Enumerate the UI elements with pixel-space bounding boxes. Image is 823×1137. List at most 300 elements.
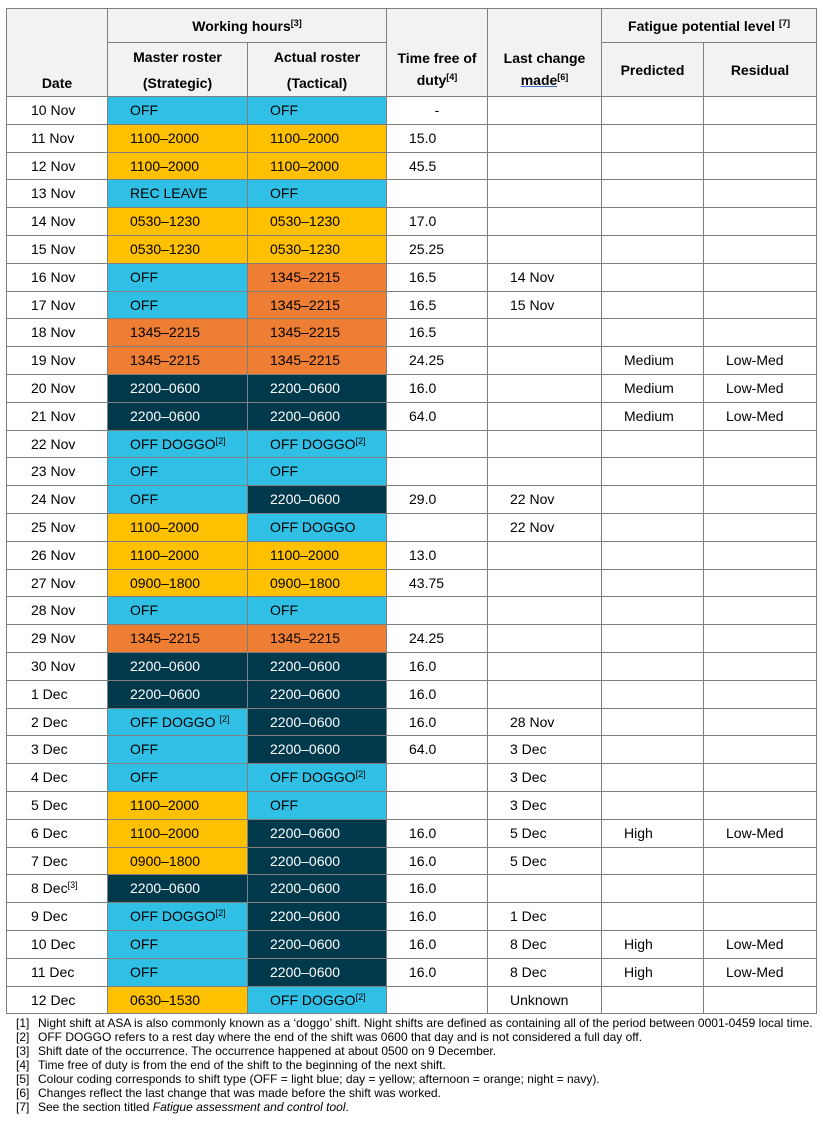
date-cell-text: 4 Dec [31, 769, 68, 786]
date-cell [7, 569, 108, 597]
actual-roster-cell [248, 486, 387, 514]
actual-roster-cell-text: 2200–0600 [270, 824, 341, 841]
table-row [7, 124, 817, 152]
date-cell-text: 25 Nov [31, 518, 76, 535]
actual-roster-cell-text: 1345–2215 [270, 352, 341, 369]
time-free-cell [387, 736, 488, 764]
last-change-cell [488, 819, 602, 847]
time-free-cell-text: 16.0 [409, 713, 437, 730]
last-change-cell [488, 263, 602, 291]
footnote-text: Shift date of the occurrence. The occurrence happened at about 0500 on 9 December. [38, 1044, 497, 1058]
date-cell [7, 930, 108, 958]
footnote-text: Changes reflect the last change that was made before the shift was worked. [38, 1086, 441, 1100]
last-change-cell [488, 652, 602, 680]
date-cell-text: 29 Nov [31, 630, 76, 647]
date-cell [7, 486, 108, 514]
last-change-cell [488, 124, 602, 152]
master-roster-cell [108, 486, 248, 514]
master-roster-cell [108, 152, 248, 180]
header-fatigue-label: Fatigue potential level [628, 17, 779, 34]
date-cell [7, 708, 108, 736]
last-change-cell-text: 8 Dec [510, 963, 547, 980]
time-free-cell-text: 16.0 [409, 379, 437, 396]
residual-cell-text: Low-Med [726, 407, 784, 424]
time-free-cell-text: 15.0 [409, 129, 437, 146]
predicted-cell [602, 569, 704, 597]
footnote [16, 1016, 816, 1030]
date-cell-text: 18 Nov [31, 324, 76, 341]
predicted-cell-text: Medium [624, 379, 674, 396]
master-roster-cell [108, 625, 248, 653]
table-row [7, 430, 817, 458]
date-cell-text: 3 Dec [31, 741, 68, 758]
actual-roster-cell-text: 0900–1800 [270, 574, 341, 591]
actual-roster-cell-text: 2200–0600 [270, 880, 341, 897]
time-free-cell [387, 97, 488, 125]
footnote-number: [2] [16, 1030, 30, 1044]
residual-cell [704, 347, 817, 375]
table-row [7, 486, 817, 514]
actual-roster-cell [248, 541, 387, 569]
footnote-number: [4] [16, 1058, 30, 1072]
header-actual-roster-line1: Actual roster [273, 48, 361, 65]
residual-cell [704, 708, 817, 736]
time-free-cell-text: 16.0 [409, 908, 437, 925]
actual-roster-cell-text: 2200–0600 [270, 407, 341, 424]
time-free-cell-text: 24.25 [409, 352, 445, 369]
last-change-cell [488, 235, 602, 263]
predicted-cell [602, 791, 704, 819]
time-free-cell-text: 16.0 [409, 685, 437, 702]
table-row [7, 347, 817, 375]
date-cell-text: 5 Dec [31, 796, 68, 813]
actual-roster-cell [248, 263, 387, 291]
master-roster-cell [108, 124, 248, 152]
time-free-cell [387, 847, 488, 875]
residual-cell [704, 791, 817, 819]
actual-roster-cell [248, 291, 387, 319]
master-roster-cell [108, 736, 248, 764]
actual-roster-cell [248, 903, 387, 931]
actual-roster-cell [248, 430, 387, 458]
residual-cell [704, 402, 817, 430]
table-row [7, 513, 817, 541]
last-change-cell [488, 430, 602, 458]
time-free-cell-text: 64.0 [409, 407, 437, 424]
header-working-hours-ref: [3] [290, 17, 302, 28]
table-row [7, 847, 817, 875]
date-cell-text: 8 Dec [31, 880, 68, 897]
date-cell-text: 14 Nov [31, 213, 76, 230]
residual-cell [704, 847, 817, 875]
date-cell [7, 291, 108, 319]
time-free-cell [387, 291, 488, 319]
last-change-cell [488, 986, 602, 1014]
residual-cell [704, 458, 817, 486]
master-roster-cell [108, 430, 248, 458]
residual-cell [704, 930, 817, 958]
master-roster-cell-text: 1345–2215 [130, 324, 201, 341]
date-cell [7, 652, 108, 680]
footnote-text: Colour coding corresponds to shift type (OFF = light blue; day = yellow; afternoon = orange; night = navy). [38, 1072, 600, 1086]
date-cell [7, 402, 108, 430]
predicted-cell [602, 152, 704, 180]
master-roster-cell [108, 764, 248, 792]
footnote-number: [5] [16, 1072, 30, 1086]
date-cell [7, 736, 108, 764]
header-residual-label: Residual [730, 61, 790, 78]
master-roster-cell [108, 847, 248, 875]
actual-roster-cell-text: 1345–2215 [270, 630, 341, 647]
residual-cell [704, 235, 817, 263]
time-free-cell [387, 430, 488, 458]
residual-cell [704, 430, 817, 458]
date-cell-footnote-ref: [3] [67, 880, 78, 891]
residual-cell [704, 569, 817, 597]
time-free-cell-text: 24.25 [409, 630, 445, 647]
residual-cell [704, 541, 817, 569]
predicted-cell [602, 208, 704, 236]
last-change-cell-text: 22 Nov [510, 518, 555, 535]
date-cell [7, 847, 108, 875]
table-row [7, 263, 817, 291]
date-cell-text: 22 Nov [31, 435, 76, 452]
actual-roster-cell-footnote-ref: [2] [355, 435, 366, 446]
time-free-cell-text: 16.0 [409, 824, 437, 841]
master-roster-cell-text: OFF [130, 268, 158, 285]
master-roster-cell-text: 2200–0600 [130, 657, 201, 674]
residual-cell [704, 597, 817, 625]
master-roster-cell-text: OFF [130, 463, 158, 480]
actual-roster-cell-text: 1345–2215 [270, 268, 341, 285]
actual-roster-cell-text: 2200–0600 [270, 935, 341, 952]
footnote [16, 1044, 816, 1058]
actual-roster-cell-text: 2200–0600 [270, 963, 341, 980]
date-cell-text: 28 Nov [31, 602, 76, 619]
predicted-cell [602, 347, 704, 375]
residual-cell [704, 903, 817, 931]
actual-roster-cell-text: 2200–0600 [270, 908, 341, 925]
date-cell-text: 24 Nov [31, 491, 76, 508]
actual-roster-cell [248, 986, 387, 1014]
master-roster-cell [108, 597, 248, 625]
residual-cell [704, 736, 817, 764]
residual-cell [704, 680, 817, 708]
master-roster-cell-text: OFF [130, 296, 158, 313]
time-free-cell-text: 16.5 [409, 324, 437, 341]
time-free-cell [387, 819, 488, 847]
header-fatigue-ref: [7] [778, 17, 790, 28]
footnote-text: OFF DOGGO refers to a rest day where the end of the shift was 0600 that day and is not considered a full day off. [38, 1030, 643, 1044]
predicted-cell [602, 458, 704, 486]
predicted-cell [602, 319, 704, 347]
last-change-cell [488, 180, 602, 208]
last-change-cell [488, 541, 602, 569]
residual-cell [704, 958, 817, 986]
date-cell-text: 27 Nov [31, 574, 76, 591]
table-row [7, 235, 817, 263]
date-cell-text: 20 Nov [31, 379, 76, 396]
header-residual [704, 43, 817, 97]
master-roster-cell [108, 875, 248, 903]
last-change-cell-text: 5 Dec [510, 852, 547, 869]
time-free-cell [387, 680, 488, 708]
date-cell-text: 16 Nov [31, 268, 76, 285]
actual-roster-cell-text: 2200–0600 [270, 685, 341, 702]
residual-cell [704, 652, 817, 680]
last-change-cell [488, 208, 602, 236]
master-roster-cell-text: 1100–2000 [130, 546, 200, 563]
date-cell [7, 152, 108, 180]
residual-cell [704, 291, 817, 319]
footnote-number: [6] [16, 1086, 30, 1100]
time-free-cell-text: 16.0 [409, 852, 437, 869]
master-roster-cell [108, 319, 248, 347]
residual-cell-text: Low-Med [726, 352, 784, 369]
residual-cell-text: Low-Med [726, 935, 784, 952]
master-roster-cell [108, 97, 248, 125]
last-change-cell [488, 569, 602, 597]
master-roster-cell-footnote-ref: [2] [219, 713, 230, 724]
time-free-cell [387, 986, 488, 1014]
master-roster-cell [108, 513, 248, 541]
header-last-change-line1: Last change [503, 50, 586, 66]
last-change-cell [488, 319, 602, 347]
actual-roster-cell-text: OFF DOGGO [270, 769, 356, 786]
time-free-cell [387, 263, 488, 291]
residual-cell [704, 486, 817, 514]
last-change-cell-text: 1 Dec [510, 908, 547, 925]
master-roster-cell [108, 374, 248, 402]
predicted-cell-text: Medium [624, 407, 674, 424]
master-roster-cell [108, 347, 248, 375]
master-roster-cell-text: 1100–2000 [130, 129, 200, 146]
header-fatigue [602, 9, 817, 43]
table-row [7, 291, 817, 319]
predicted-cell [602, 958, 704, 986]
table-header [7, 9, 817, 97]
header-working-hours-label: Working hours [192, 17, 291, 34]
last-change-cell [488, 513, 602, 541]
time-free-cell [387, 347, 488, 375]
last-change-cell [488, 97, 602, 125]
last-change-cell [488, 708, 602, 736]
predicted-cell [602, 680, 704, 708]
date-cell-text: 11 Dec [31, 963, 75, 980]
date-cell [7, 374, 108, 402]
master-roster-cell-text: OFF DOGGO [130, 908, 216, 925]
table-row [7, 708, 817, 736]
footnote-number: [7] [16, 1100, 30, 1114]
time-free-cell-text: 13.0 [409, 546, 437, 563]
header-date-label: Date [41, 75, 73, 91]
master-roster-cell-text: 1100–2000 [130, 796, 200, 813]
time-free-cell [387, 180, 488, 208]
date-cell [7, 235, 108, 263]
time-free-cell [387, 458, 488, 486]
date-cell [7, 791, 108, 819]
time-free-cell-text: 16.0 [409, 880, 437, 897]
actual-roster-cell [248, 458, 387, 486]
predicted-cell [602, 374, 704, 402]
predicted-cell [602, 124, 704, 152]
master-roster-cell-text: OFF [130, 102, 158, 118]
last-change-cell [488, 791, 602, 819]
master-roster-cell-text: 1100–2000 [130, 824, 200, 841]
actual-roster-cell [248, 319, 387, 347]
predicted-cell [602, 291, 704, 319]
actual-roster-cell-text: 2200–0600 [270, 741, 341, 758]
date-cell [7, 541, 108, 569]
actual-roster-cell [248, 152, 387, 180]
predicted-cell [602, 764, 704, 792]
time-free-cell-text: 25.25 [409, 240, 445, 257]
master-roster-cell-text: OFF [130, 935, 158, 952]
master-roster-cell [108, 708, 248, 736]
master-roster-cell-text: 2200–0600 [130, 685, 201, 702]
last-change-cell-text: 5 Dec [510, 824, 547, 841]
table-row [7, 374, 817, 402]
table-row [7, 875, 817, 903]
actual-roster-cell-text: 0530–1230 [270, 213, 341, 230]
footnote [16, 1086, 816, 1100]
master-roster-cell [108, 458, 248, 486]
date-cell [7, 958, 108, 986]
actual-roster-cell [248, 708, 387, 736]
time-free-cell [387, 708, 488, 736]
actual-roster-cell-text: 1345–2215 [270, 296, 341, 313]
actual-roster-cell-text: OFF DOGGO [270, 991, 356, 1008]
predicted-cell [602, 235, 704, 263]
actual-roster-cell-text: OFF [270, 602, 298, 619]
predicted-cell [602, 180, 704, 208]
last-change-cell [488, 736, 602, 764]
header-actual-roster [248, 43, 387, 97]
last-change-cell-text: 3 Dec [510, 769, 547, 786]
master-roster-cell [108, 291, 248, 319]
header-time-free-line2: duty [416, 72, 447, 88]
predicted-cell [602, 847, 704, 875]
date-cell-text: 6 Dec [31, 824, 68, 841]
last-change-cell [488, 847, 602, 875]
date-cell [7, 680, 108, 708]
time-free-cell [387, 402, 488, 430]
time-free-cell [387, 958, 488, 986]
date-cell [7, 875, 108, 903]
residual-cell [704, 152, 817, 180]
predicted-cell [602, 597, 704, 625]
actual-roster-cell [248, 847, 387, 875]
footnote [16, 1100, 816, 1114]
table-row [7, 625, 817, 653]
date-cell-text: 9 Dec [31, 908, 68, 925]
last-change-cell [488, 597, 602, 625]
residual-cell [704, 764, 817, 792]
time-free-cell [387, 569, 488, 597]
master-roster-cell-text: 1100–2000 [130, 518, 200, 535]
date-cell [7, 458, 108, 486]
master-roster-cell-text: OFF [130, 963, 158, 980]
actual-roster-cell [248, 764, 387, 792]
master-roster-cell [108, 680, 248, 708]
predicted-cell [602, 97, 704, 125]
footnote-text: Time free of duty is from the end of the shift to the beginning of the next shift. [38, 1058, 446, 1072]
date-cell-text: 26 Nov [31, 546, 76, 563]
residual-cell [704, 819, 817, 847]
time-free-cell-text: - [434, 102, 440, 118]
date-cell-text: 10 Nov [31, 102, 76, 118]
header-last-change-ref: [6] [557, 72, 569, 82]
master-roster-cell [108, 986, 248, 1014]
master-roster-cell [108, 541, 248, 569]
table-row [7, 541, 817, 569]
master-roster-cell [108, 958, 248, 986]
master-roster-cell-text: 2200–0600 [130, 407, 201, 424]
master-roster-cell-text: 0900–1800 [130, 852, 201, 869]
table-row [7, 958, 817, 986]
residual-cell [704, 263, 817, 291]
master-roster-cell-text: OFF [130, 741, 158, 758]
table-row [7, 152, 817, 180]
time-free-cell-text: 17.0 [409, 213, 437, 230]
actual-roster-cell-text: 2200–0600 [270, 657, 341, 674]
master-roster-cell-text: OFF [130, 491, 158, 508]
table-row [7, 819, 817, 847]
actual-roster-cell [248, 402, 387, 430]
last-change-cell [488, 680, 602, 708]
table-row [7, 180, 817, 208]
actual-roster-cell [248, 930, 387, 958]
table-row [7, 597, 817, 625]
last-change-cell-text: 3 Dec [510, 796, 547, 813]
date-cell-text: 12 Dec [31, 991, 76, 1008]
predicted-cell [602, 930, 704, 958]
master-roster-cell [108, 819, 248, 847]
header-time-free-line1: Time free of [397, 50, 477, 66]
residual-cell [704, 319, 817, 347]
date-cell-text: 19 Nov [31, 352, 76, 369]
predicted-cell [602, 875, 704, 903]
date-cell [7, 819, 108, 847]
actual-roster-cell-text: OFF DOGGO [270, 435, 356, 452]
master-roster-cell-footnote-ref: [2] [215, 435, 226, 446]
predicted-cell [602, 513, 704, 541]
residual-cell [704, 374, 817, 402]
actual-roster-cell-text: OFF DOGGO [270, 518, 356, 535]
master-roster-cell [108, 208, 248, 236]
footnote-number: [3] [16, 1044, 30, 1058]
actual-roster-cell-text: 0530–1230 [270, 240, 341, 257]
predicted-cell [602, 541, 704, 569]
header-time-free-ref: [4] [446, 72, 458, 82]
table-row [7, 736, 817, 764]
last-change-cell-text: 14 Nov [510, 268, 555, 285]
time-free-cell-text: 16.5 [409, 268, 437, 285]
last-change-cell [488, 625, 602, 653]
predicted-cell [602, 263, 704, 291]
last-change-cell-text: Unknown [510, 991, 569, 1008]
footnote-text-before: See the section titled [38, 1100, 153, 1114]
date-cell [7, 597, 108, 625]
header-master-roster-line1: Master roster [133, 48, 222, 65]
table-body [7, 97, 817, 1014]
footnotes [16, 1016, 816, 1114]
header-working-hours [108, 9, 387, 43]
time-free-cell [387, 625, 488, 653]
date-cell-text: 11 Nov [31, 129, 75, 146]
master-roster-cell-text: 0530–1230 [130, 213, 201, 230]
residual-cell [704, 625, 817, 653]
